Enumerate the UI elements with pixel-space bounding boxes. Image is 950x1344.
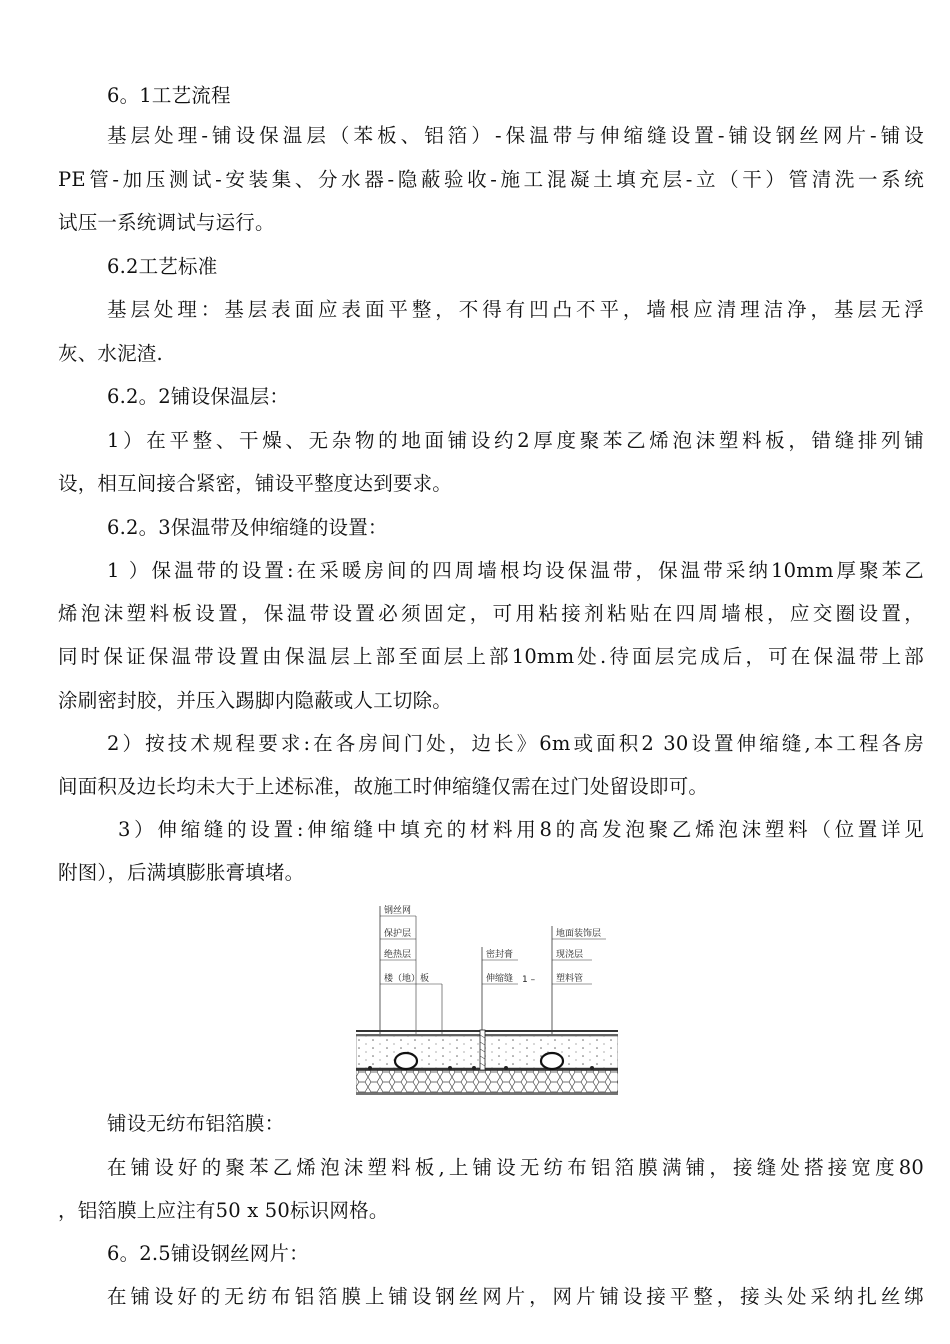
section-heading-6-2-3: 6.2。3保温带及伸缩缝的设置： — [107, 516, 388, 539]
section-heading-6-2-2: 6.2。2铺设保温层： — [107, 385, 290, 408]
section-heading-6-2: 6.2工艺标准 — [107, 255, 218, 278]
section-heading-6-1: 6。1工艺流程 — [107, 84, 231, 107]
label-steel-mesh: 钢丝网 — [384, 906, 412, 916]
steel-mesh-line — [356, 1030, 618, 1032]
label-sealant: 密封膏 — [486, 950, 514, 960]
paragraph-line: 3）伸缩缝的设置:伸缩缝中填充的材料用8的高发泡聚乙烯泡沫塑料（位置详见 — [118, 818, 924, 841]
pipe-right — [541, 1053, 563, 1069]
insulation-board — [356, 1071, 618, 1093]
paragraph-line: 1 ）保温带的设置:在采暖房间的四周墙根均设保温带，保温带采纳10mm厚聚苯乙 — [107, 559, 924, 582]
foil-layer — [356, 1068, 618, 1071]
paragraph-line: 灰、水泥渣. — [58, 342, 163, 365]
paragraph-line: PE管-加压测试-安装集、分水器-隐蔽验收-施工混凝土填充层-立（干）管清洗一系统 — [58, 168, 924, 191]
pipe-left — [395, 1053, 417, 1069]
paragraph-line: 基层处理：基层表面应表面平整，不得有凹凸不平，墙根应清理洁净，基层无浮 — [107, 298, 924, 321]
paragraph-line: 同时保证保温带设置由保温层上部至面层上部10mm处.待面层完成后，可在保温带上部 — [58, 645, 924, 668]
subheading-foil-membrane: 铺设无纺布铝箔膜： — [107, 1112, 285, 1135]
paragraph-line: ，铝箔膜上应注有50 x 50标识网格。 — [58, 1199, 389, 1222]
section-heading-6-2-5: 6。2.5铺设钢丝网片： — [107, 1242, 309, 1265]
paragraph-line: 附图），后满填膨胀膏填堵。 — [58, 861, 305, 884]
label-mark-1: 1 – — [522, 975, 536, 985]
paragraph-line: 1）在平整、干燥、无杂物的地面铺设约2厚度聚苯乙烯泡沫塑料板，错缝排列铺 — [107, 429, 924, 452]
label-expansion-joint: 伸缩缝 — [486, 974, 514, 984]
expansion-joint-diagram — [356, 902, 618, 1104]
label-protective-layer: 保护层 — [384, 929, 412, 939]
paragraph-line: 涂刷密封胶，并压入踢脚内隐蔽或人工切除。 — [58, 689, 453, 712]
paragraph-line: 在铺设好的无纺布铝箔膜上铺设钢丝网片，网片铺设接平整，接头处采纳扎丝绑 — [107, 1285, 924, 1308]
paragraph-line: 在铺设好的聚苯乙烯泡沫塑料板,上铺设无纺布铝箔膜满铺，接缝处搭接宽度80 — [107, 1156, 924, 1179]
paragraph-line: 2）按技术规程要求:在各房间门处，边长》6m或面积2 30设置伸缩缝,本工程各房 — [107, 732, 924, 755]
finish-layer — [356, 1034, 618, 1036]
paragraph-line: 间面积及边长均未大于上述标准，故施工时伸缩缝仅需在过门处留设即可。 — [58, 775, 709, 798]
label-plastic-pipe: 塑料管 — [556, 974, 584, 984]
paragraph-line: 基层处理-铺设保温层（苯板、铝箔）-保温带与伸缩缝设置-铺设钢丝网片-铺设 — [107, 124, 924, 147]
paragraph-line: 设，相互间接合紧密，铺设平整度达到要求。 — [58, 472, 453, 495]
label-cast-in-place-layer: 现浇层 — [556, 950, 584, 960]
paragraph-line: 烯泡沫塑料板设置，保温带设置必须固定，可用粘接剂粘贴在四周墙根，应交圈设置， — [58, 602, 924, 625]
paragraph-line: 试压一系统调试与运行。 — [58, 211, 275, 234]
expansion-joint — [480, 1030, 485, 1070]
label-insulation-layer: 绝热层 — [384, 950, 412, 960]
label-floor-finish: 地面装饰层 — [556, 929, 602, 939]
label-floor-slab: 楼（地）板 — [384, 974, 430, 984]
